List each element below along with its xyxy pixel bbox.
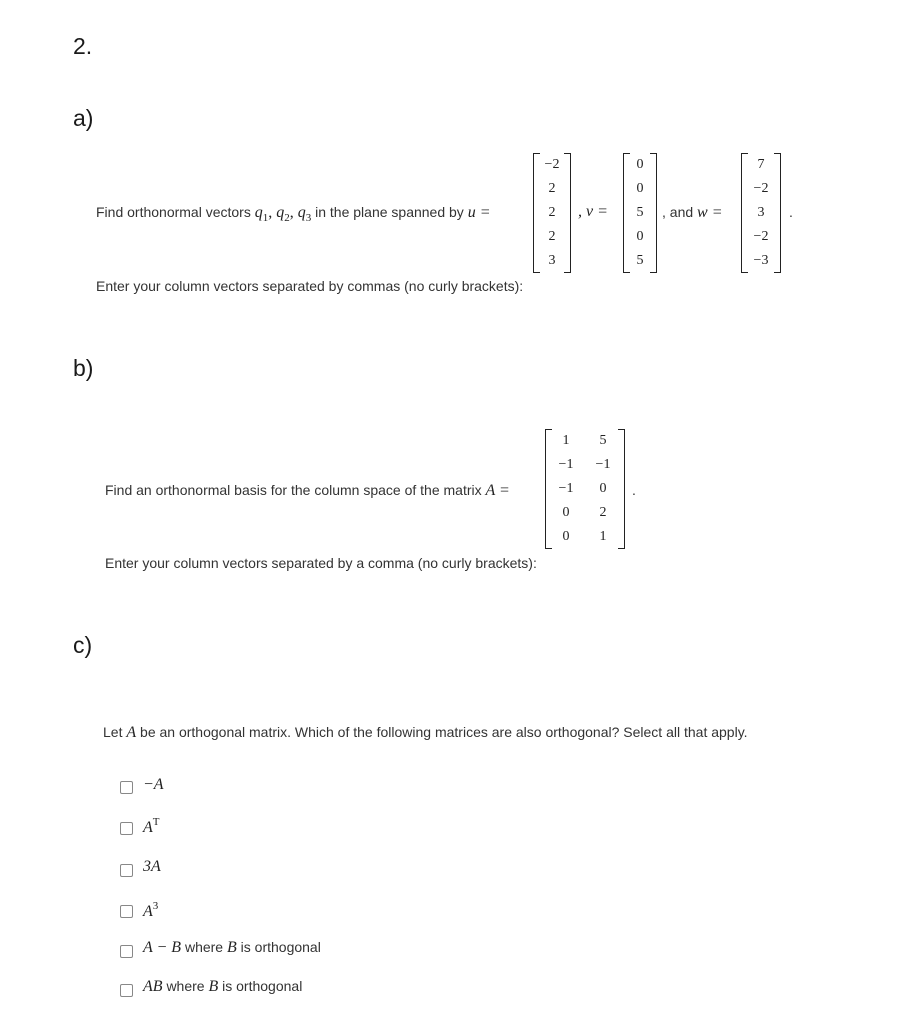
vector-v-entry: 0 bbox=[636, 229, 644, 244]
option-checkbox[interactable] bbox=[120, 984, 133, 997]
q2-symbol: $q_2$ bbox=[276, 204, 290, 224]
option-label: −A bbox=[143, 776, 164, 793]
vector-w-entry: 7 bbox=[757, 157, 765, 172]
part-a-label: a) bbox=[73, 105, 94, 131]
option-checkbox[interactable] bbox=[120, 822, 133, 835]
matrix-a-entry: 0 bbox=[599, 481, 607, 496]
q1-symbol: $q_1$ bbox=[254, 204, 269, 224]
vector-u bbox=[533, 153, 571, 273]
part-b-instruction: Enter your column vectors separated by a comma (no curly brackets): bbox=[105, 555, 537, 571]
option-label: $A^T$ bbox=[143, 816, 160, 836]
vector-w bbox=[741, 153, 781, 273]
vector-u-entry: −2 bbox=[544, 157, 560, 172]
vector-v-entry: 5 bbox=[636, 205, 644, 220]
option-label: A − B where B is orthogonal bbox=[143, 939, 321, 956]
part-c-label: c) bbox=[73, 632, 93, 658]
option-label: AB where B is orthogonal bbox=[143, 978, 303, 995]
part-b-prompt: Find an orthonormal basis for the column space of the matrix A = bbox=[105, 482, 510, 499]
vector-v-entry: 5 bbox=[636, 253, 644, 268]
vector-u-entry: 3 bbox=[548, 253, 556, 268]
part-a-prompt-text: Find orthonormal vectors bbox=[96, 204, 251, 220]
vector-v-entry: 0 bbox=[636, 181, 644, 196]
v-label: , v = bbox=[578, 203, 608, 220]
part-a-instruction: Enter your column vectors separated by commas (no curly brackets): bbox=[96, 278, 524, 294]
vector-v bbox=[623, 153, 657, 273]
q3-symbol: $q_3$ bbox=[297, 204, 312, 224]
matrix-a-entry: 5 bbox=[599, 433, 607, 448]
option-checkbox[interactable] bbox=[120, 864, 133, 877]
vector-v-entry: 0 bbox=[636, 157, 644, 172]
vector-u-entry: 2 bbox=[548, 229, 556, 244]
vector-w-entry: −3 bbox=[753, 253, 769, 268]
u-label: u = bbox=[467, 204, 491, 221]
matrix-a-entry: −1 bbox=[595, 457, 611, 472]
matrix-a-entry: −1 bbox=[558, 481, 574, 496]
matrix-a-entry: 0 bbox=[562, 529, 570, 544]
vector-w-entry: −2 bbox=[753, 181, 769, 196]
vector-w-entry: 3 bbox=[757, 205, 765, 220]
vector-u-entry: 2 bbox=[548, 205, 556, 220]
option-label: 3A bbox=[143, 858, 161, 875]
option-checkbox[interactable] bbox=[120, 781, 133, 794]
option-checkbox[interactable] bbox=[120, 905, 133, 918]
matrix-a bbox=[545, 429, 625, 549]
matrix-a-entry: 1 bbox=[562, 433, 570, 448]
part-c-prompt: Let A be an orthogonal matrix. Which of the following matrices are also orthogonal? Select all that apply. bbox=[103, 724, 748, 741]
matrix-a-entry: −1 bbox=[558, 457, 574, 472]
vector-w-entry: −2 bbox=[753, 229, 769, 244]
part-b-period: . bbox=[632, 482, 636, 498]
option-checkbox[interactable] bbox=[120, 945, 133, 958]
part-a-prompt-mid: in the plane spanned by bbox=[315, 204, 464, 220]
w-label: , and w = bbox=[662, 204, 723, 221]
option-label: $A^3$ bbox=[143, 900, 159, 920]
problem-number: 2. bbox=[73, 33, 93, 59]
matrix-a-entry: 2 bbox=[599, 505, 607, 520]
part-a-prompt: Find orthonormal vectors $q_1$, $q_2$, $q_3$ in the plane spanned by u = bbox=[96, 204, 491, 224]
part-b-label: b) bbox=[73, 355, 94, 381]
matrix-a-entry: 0 bbox=[562, 505, 570, 520]
matrix-a-entry: 1 bbox=[599, 529, 607, 544]
part-a-period: . bbox=[789, 204, 793, 220]
vector-u-entry: 2 bbox=[548, 181, 556, 196]
matrix-a-label: A = bbox=[485, 482, 510, 499]
